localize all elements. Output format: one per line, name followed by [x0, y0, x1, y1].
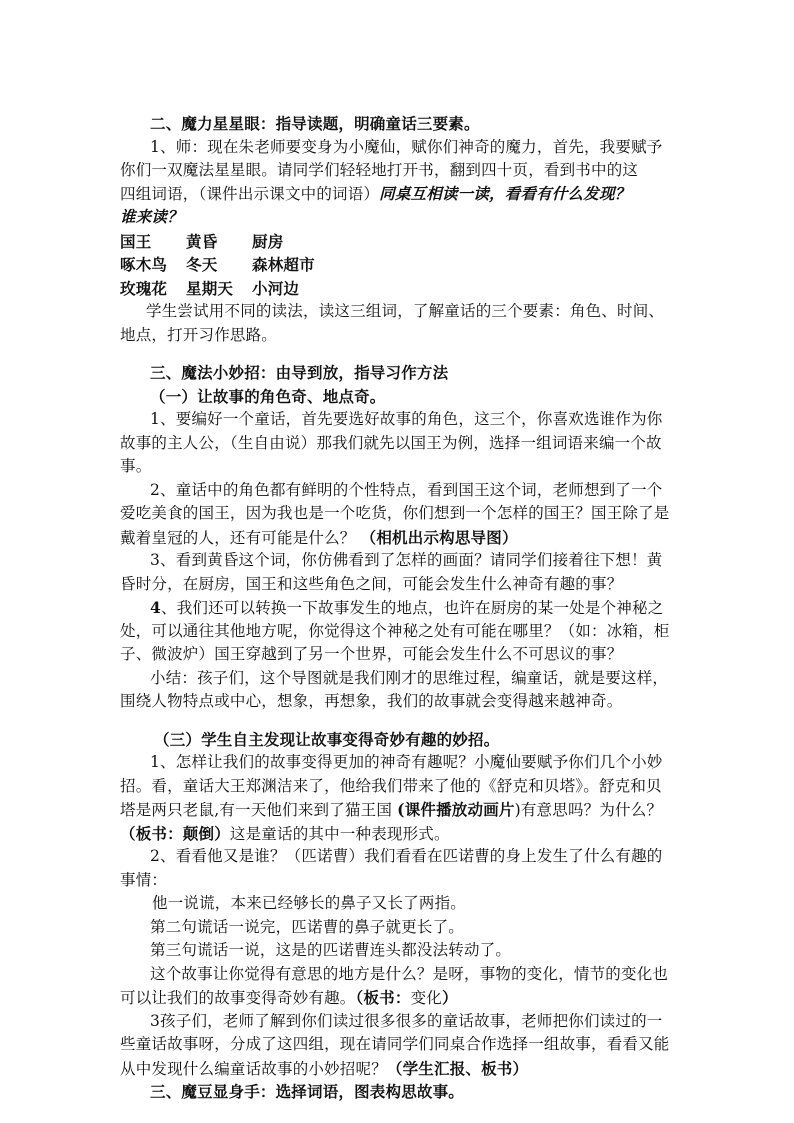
- paragraph-line: 第二句谎话一说完，匹诺曹的鼻子就更长了。: [150, 917, 465, 936]
- paragraph-line: 他一说谎，本来已经够长的鼻子又长了两指。: [152, 894, 467, 912]
- text-run: 四组词语，（课件出示课文中的词语）: [120, 184, 380, 203]
- paragraph-line: 故事的主人公，（生自由说）那我们就先以国王为例，选择一组词语来编一个故: [120, 433, 662, 452]
- text-run: 这是童话的其中一种表现形式。: [229, 824, 450, 843]
- emphasis-text: (课件播放动画片: [397, 800, 515, 819]
- subsection-heading: （三）学生自主发现让故事变得奇妙有趣的妙招。: [154, 729, 500, 749]
- emphasis-text: （相机出示构思导图）: [360, 527, 518, 547]
- word-cell: 厨房: [252, 231, 284, 251]
- paragraph-line: 3、看到黄昏这个词，你仿佛看到了怎样的画面？请同学们接着往下想！黄: [150, 551, 663, 569]
- paragraph-line: [120, 822, 680, 846]
- paragraph-line: 2、童话中的角色都有鲜明的个性特点，看到国王这个词，老师想到了一个: [150, 480, 663, 499]
- paragraph-line: 1、要编好一个童话，首先要选好故事的角色，这三个，你喜欢选谁作为你: [150, 410, 663, 428]
- section-heading: 三、魔豆显身手：选择词语，图表构思故事。: [150, 1082, 465, 1101]
- paragraph-line: 招。看，童话大王郑渊洁来了，他给我们带来了他的《舒克和贝塔》。舒克和贝: [120, 776, 662, 795]
- word-cell: 小河边: [252, 278, 300, 298]
- paragraph-line: 事。: [120, 457, 152, 475]
- emphasis-text: （板书：颠倒）: [120, 823, 230, 843]
- word-cell: 星期天: [186, 278, 234, 298]
- paragraph-line: 子、微波炉）国王穿越到了另一个世界，可能会发生什么不可思议的事？: [120, 645, 623, 663]
- paragraph-line: 些童话故事呀，分成了这四组，现在请同学们同桌合作选择一组故事，看看又能: [120, 1035, 670, 1053]
- document-page: [120, 112, 680, 1104]
- word-cell: 啄木鸟: [120, 255, 168, 274]
- text-run: 戴着皇冠的人，还有可能是什么？: [120, 528, 361, 547]
- paragraph-line: [120, 526, 680, 550]
- text-run: 可以让我们的故事变得奇妙有趣。: [120, 989, 356, 1007]
- paragraph-line: 这个故事让你觉得有意思的地方是什么？是呀，事物的变化，情节的变化也: [150, 964, 669, 983]
- paragraph-line: 你们一双魔法星星眼。请同学们轻轻地打开书，翻到四十页，看到书中的这: [120, 161, 639, 179]
- word-group-table: [120, 230, 680, 301]
- paragraph-line: [120, 986, 680, 1010]
- paragraph-line: 爱吃美食的国王，因为我也是一个吃货，你们想到一个怎样的国王？国王除了是: [120, 504, 670, 522]
- spacer: [120, 714, 680, 728]
- paragraph-line: 处，可以通往其他地方呢，你觉得这个神秘之处有可能在哪里？（如：冰箱，柜: [120, 621, 670, 640]
- paragraph-line: [120, 1057, 680, 1081]
- word-cell: 森林超市: [252, 255, 315, 274]
- paragraph-line: 2、看看他又是谁？（匹诺曹）我们看看在匹诺曹的身上发生了什么有趣的: [150, 847, 663, 865]
- text-run: 塔是两只老鼠,有一天他们来到了猫王国: [120, 801, 398, 819]
- emphasis-text: （学生汇报、板书）: [386, 1058, 529, 1078]
- paragraph-line: 围绕人物特点或中心，想象，再想象，我们的故事就会变得越来越神奇。: [120, 692, 623, 710]
- emphasis-text: （板书：: [355, 988, 411, 1007]
- paragraph-line: [120, 596, 680, 620]
- text-run: 、我们还可以转换一下故事发生的地点，也许在厨房的某一处是个神秘之: [161, 599, 664, 617]
- emphasis-text: 同桌互相读一读，看看有什么发现？: [379, 184, 631, 203]
- paragraph-line: 谁来读？: [120, 208, 183, 226]
- word-cell: 黄昏: [186, 231, 218, 251]
- text-run: 4: [150, 598, 161, 617]
- word-cell: 冬天: [186, 255, 218, 274]
- word-cell: 国王: [120, 231, 152, 251]
- paragraph-line: 小结：孩子们，这个导图就是我们刚才的思维过程，编童话，就是要这样，: [150, 668, 669, 687]
- section-3-heading: 三、魔法小妙招：由导到放，指导习作方法: [150, 363, 449, 382]
- paragraph-line: 昏时分，在厨房，国王和这些角色之间，可能会发生什么神奇有趣的事？: [120, 574, 623, 593]
- paragraph-line: 1、怎样让我们的故事变得更加的神奇有趣呢？小魔仙要赋予你们几个小妙: [150, 753, 663, 771]
- spacer: [120, 347, 680, 361]
- section-2-heading: 二、魔力星星眼：指导读题，明确童话三要素。: [150, 114, 480, 133]
- paragraph-line: 3孩子们，老师了解到你们读过很多很多的童话故事，老师把你们读过的一: [150, 1011, 663, 1030]
- paragraph-line: 地点，打开习作思路。: [120, 325, 278, 344]
- paragraph-line: 学生尝试用不同的读法，读这三组词，了解童话的三个要素：角色、时间、: [146, 302, 665, 320]
- paragraph-line: 1、师：现在朱老师要变身为小魔仙，赋你们神奇的魔力，首先，我要赋予: [150, 137, 663, 156]
- text-run: 从中发现什么编童话故事的小妙招呢？: [120, 1059, 387, 1078]
- text-run: )有意思吗？为什么？: [514, 801, 663, 819]
- word-cell: 玫瑰花: [120, 278, 168, 298]
- paragraph-line: 事情：: [120, 870, 168, 889]
- paragraph-line: 第三句谎话一说，这是的匹诺曹连头都没法转动了。: [150, 941, 512, 959]
- emphasis-text: ）: [441, 988, 458, 1007]
- paragraph-line: [120, 798, 680, 822]
- subsection-heading: （一）让故事的角色奇、地点奇。: [150, 386, 386, 406]
- paragraph-line: [120, 183, 680, 207]
- text-run: 变化: [410, 989, 442, 1007]
